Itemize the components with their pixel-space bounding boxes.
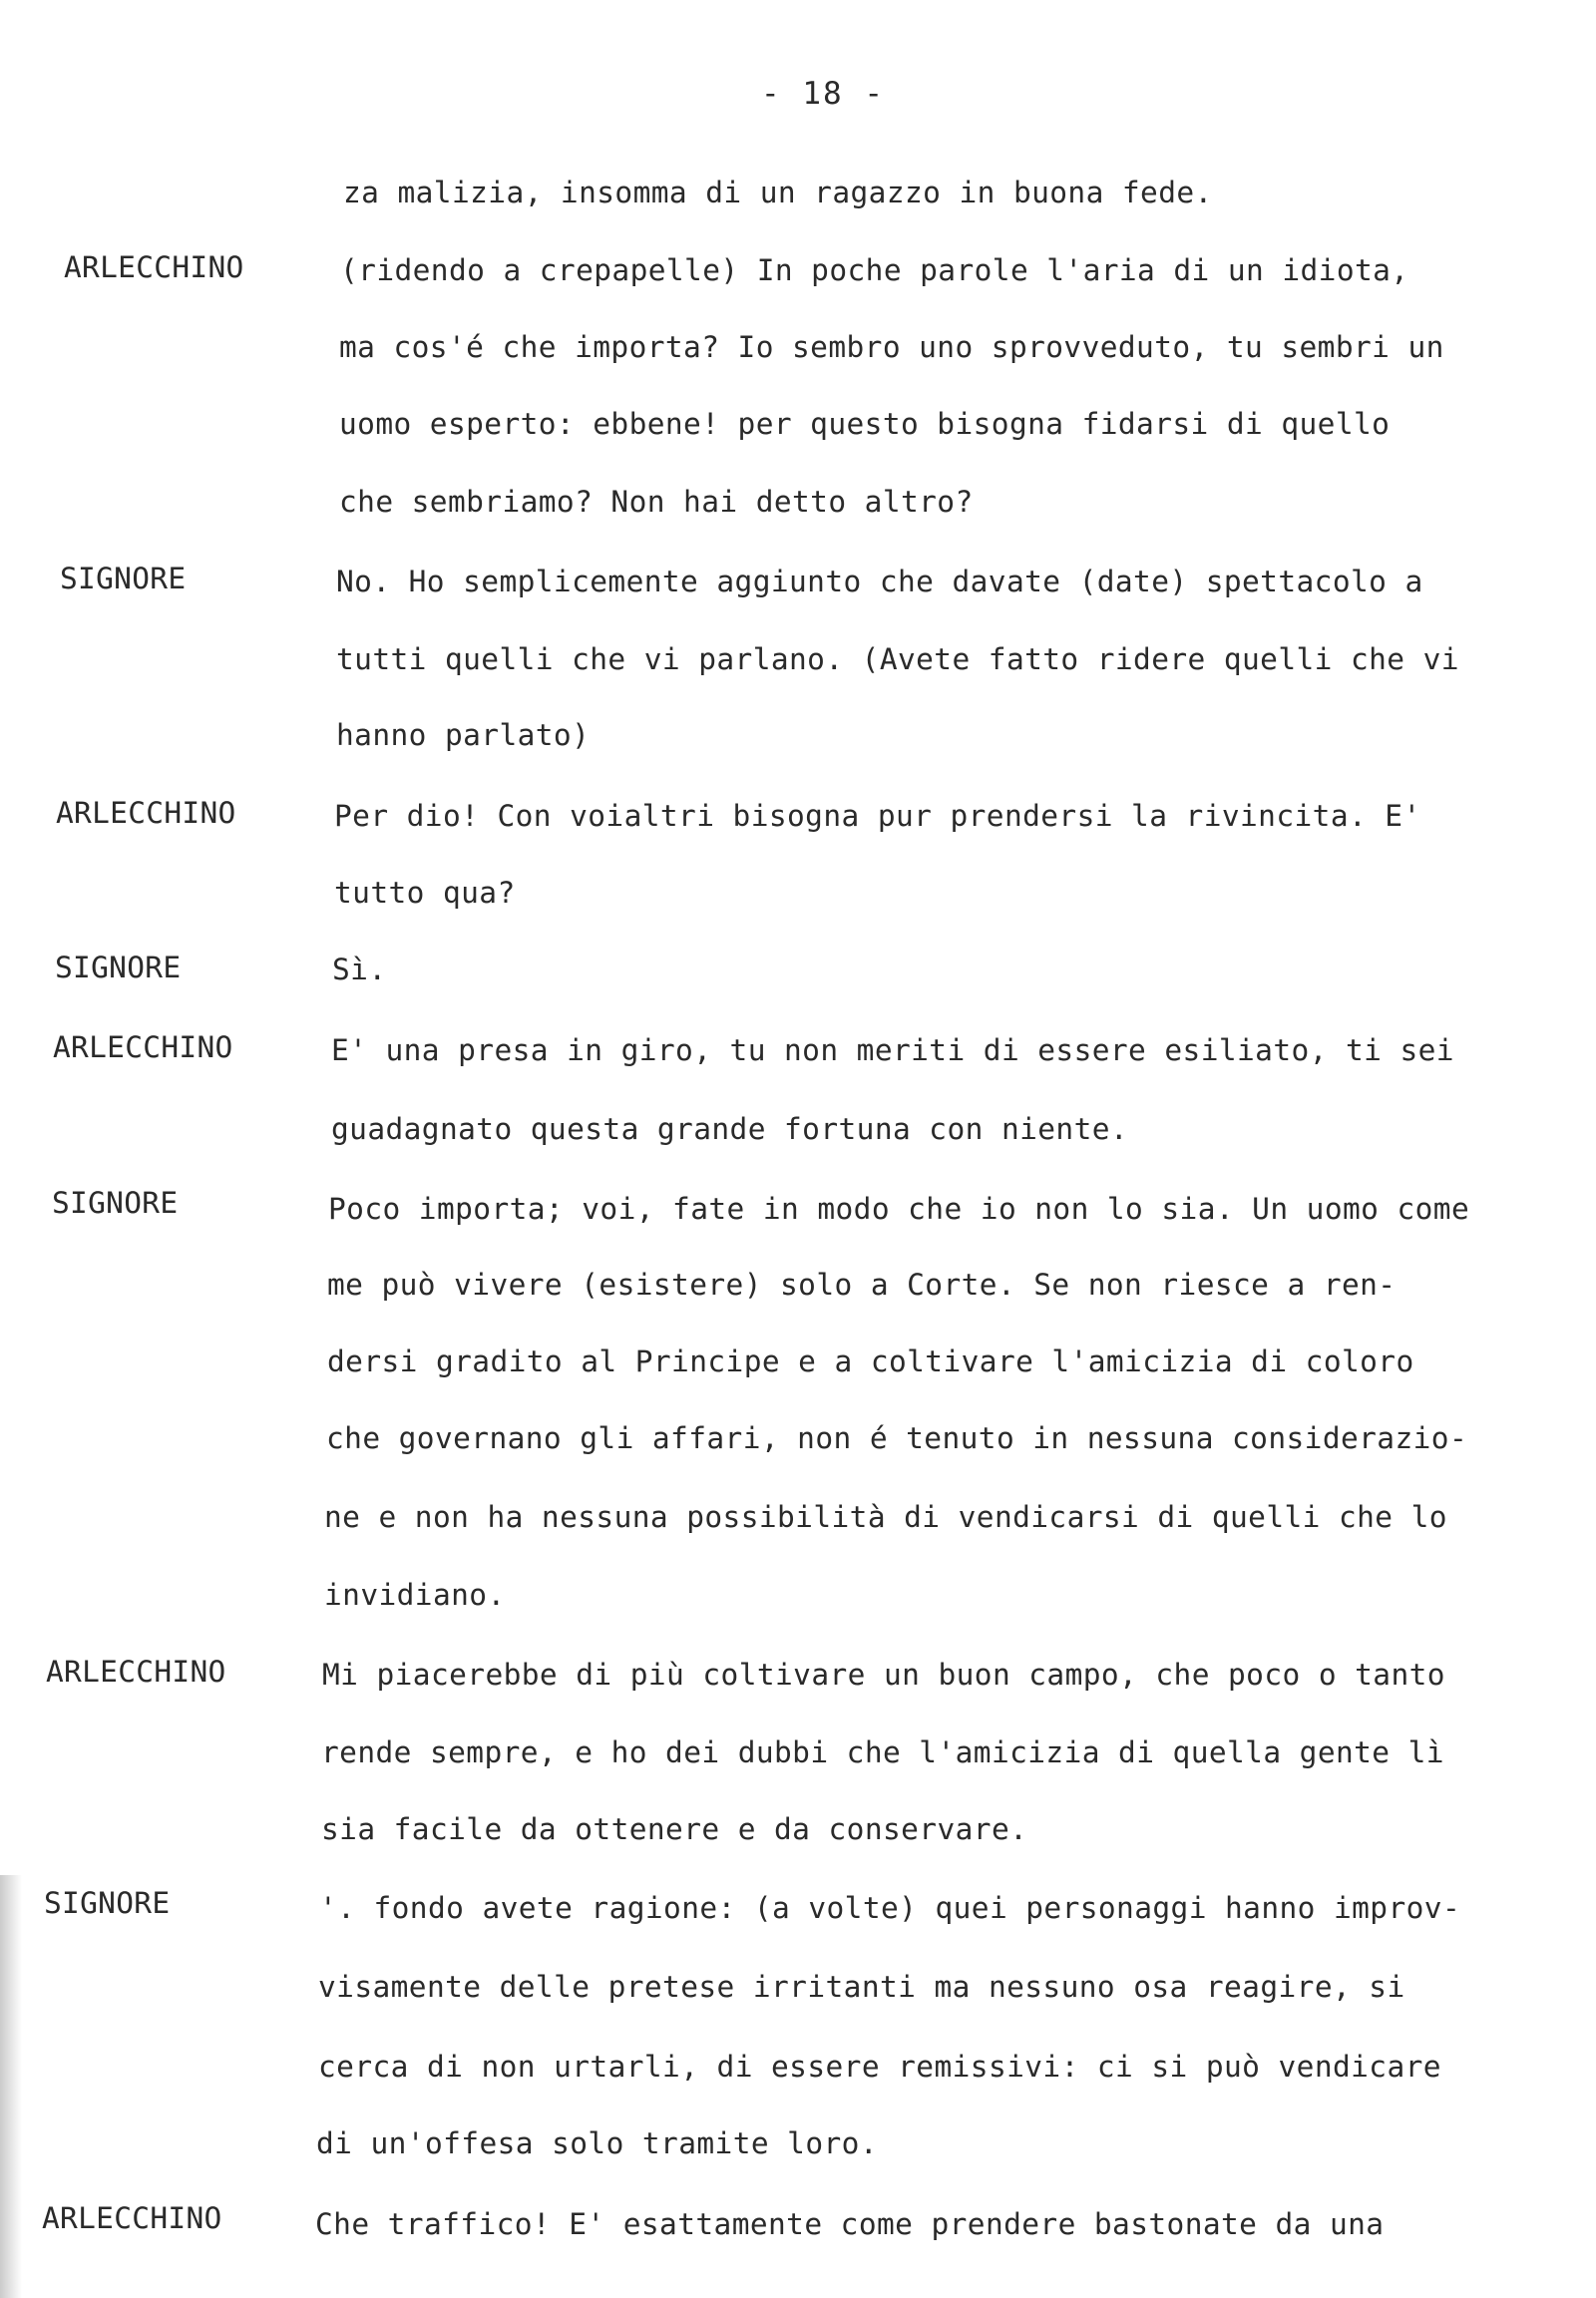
- text-line: E' una presa in giro, tu non meriti di essere esiliato, ti sei: [331, 1033, 1454, 1067]
- text-line: dersi gradito al Principe e a coltivare l'amicizia di coloro: [327, 1344, 1414, 1378]
- speaker-name: ARLECCHINO: [42, 2201, 222, 2235]
- speaker-name: ARLECCHINO: [53, 1030, 233, 1064]
- speaker-name: SIGNORE: [44, 1886, 171, 1920]
- speaker-name: SIGNORE: [55, 951, 182, 984]
- text-line: ma cos'é che importa? Io sembro uno sprovveduto, tu sembri un: [339, 330, 1444, 364]
- text-line: che sembriamo? Non hai detto altro?: [339, 485, 974, 519]
- text-line: Mi piacerebbe di più coltivare un buon campo, che poco o tanto: [322, 1658, 1445, 1692]
- speaker-name: SIGNORE: [52, 1186, 179, 1220]
- text-line: invidiano.: [324, 1578, 506, 1612]
- text-line: me può vivere (esistere) solo a Corte. Se non riesce a ren-: [327, 1268, 1396, 1302]
- text-line: guadagnato questa grande fortuna con niente.: [331, 1112, 1129, 1146]
- text-line: hanno parlato): [336, 718, 591, 752]
- text-line: uomo esperto: ebbene! per questo bisogna fidarsi di quello: [339, 407, 1391, 441]
- text-line: tutti quelli che vi parlano. (Avete fatto ridere quelli che vi: [336, 642, 1459, 676]
- text-line: ne e non ha nessuna possibilità di vendicarsi di quelli che lo: [324, 1500, 1447, 1534]
- text-line: Poco importa; voi, fate in modo che io non lo sia. Un uomo come: [328, 1192, 1470, 1226]
- text-line: visamente delle pretese irritanti ma nessuno osa reagire, si: [318, 1970, 1405, 2004]
- speaker-name: ARLECCHINO: [46, 1655, 226, 1689]
- speaker-name: ARLECCHINO: [64, 250, 244, 284]
- text-line: Che traffico! E' esattamente come prendere bastonate da una: [315, 2207, 1385, 2241]
- speaker-name: ARLECCHINO: [56, 796, 236, 830]
- text-line: '. fondo avete ragione: (a volte) quei personaggi hanno improv-: [319, 1891, 1461, 1925]
- text-line: Per dio! Con voialtri bisogna pur prendersi la rivincita. E': [334, 799, 1421, 833]
- text-line: tutto qua?: [334, 876, 516, 910]
- text-line: za malizia, insomma di un ragazzo in buona fede.: [343, 176, 1213, 209]
- text-line: (ridendo a crepapelle) In poche parole l'aria di un idiota,: [340, 253, 1409, 287]
- text-line: che governano gli affari, non é tenuto in nessuna considerazio-: [326, 1421, 1468, 1455]
- scan-shadow: [0, 1875, 22, 2298]
- speaker-name: SIGNORE: [60, 562, 187, 595]
- text-line: rende sempre, e ho dei dubbi che l'amicizia di quella gente lì: [321, 1735, 1444, 1769]
- page-number: - 18 -: [761, 76, 885, 112]
- text-line: di un'offesa solo tramite loro.: [316, 2126, 878, 2160]
- text-line: No. Ho semplicemente aggiunto che davate (date) spettacolo a: [336, 565, 1423, 598]
- text-line: cerca di non urtarli, di essere remissivi: ci si può vendicare: [318, 2050, 1441, 2084]
- text-line: sia facile da ottenere e da conservare.: [321, 1812, 1028, 1846]
- text-line: Sì.: [332, 953, 387, 986]
